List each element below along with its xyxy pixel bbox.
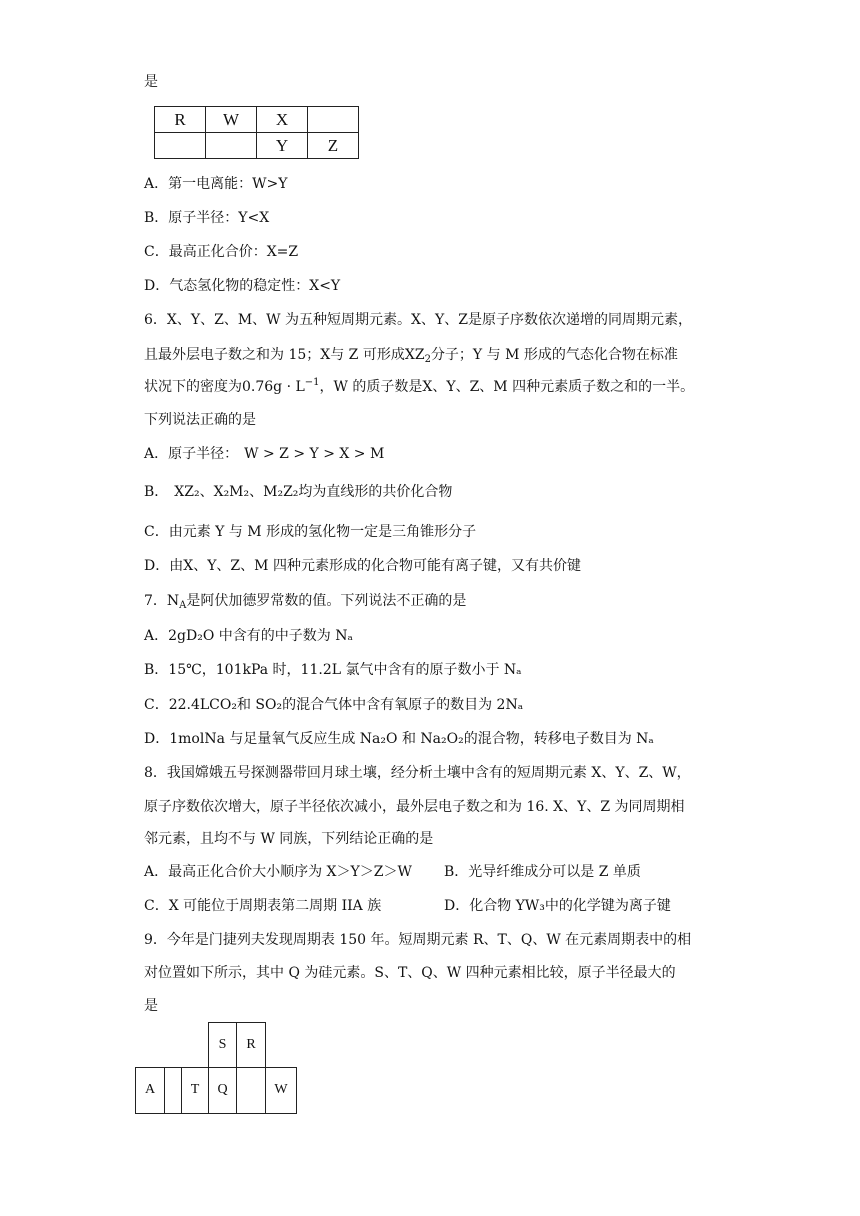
grid-cell: Y xyxy=(257,133,308,159)
q6-option-a: A．原子半径： W > Z > Y > X > M xyxy=(144,446,385,462)
q8-stem-line1: 8．我国嫦娥五号探测器带回月球土壤，经分析土壤中含有的短周期元素 X、Y、Z、W， xyxy=(144,765,691,781)
grid-cell: X xyxy=(257,107,308,133)
q5-option-b: B．原子半径：Y<X xyxy=(144,210,270,226)
pt-cell-w: W xyxy=(265,1067,297,1114)
formula: $XZ_2$ xyxy=(404,347,431,365)
q5-element-grid xyxy=(154,106,359,159)
q6-option-b: B． XZ₂、X₂M₂、M₂Z₂均为直线形的共价化合物 xyxy=(144,484,453,500)
grid-cell: R xyxy=(155,107,206,133)
pt-cell-r: R xyxy=(236,1022,266,1068)
q6-stem-line4: 下列说法正确的是 xyxy=(144,412,256,428)
grid-cell xyxy=(308,107,359,133)
pt-cell-t: T xyxy=(181,1067,209,1114)
pt-cell-empty xyxy=(164,1067,182,1114)
q7-option-d: D．1molNa 与足量氧气反应生成 Na₂O 和 Na₂O₂的混合物，转移电子数目为 Nₐ xyxy=(144,731,654,747)
q7-stem: 7．$N_A$是阿伏加德罗常数的值。下列说法不正确的是 xyxy=(144,593,467,611)
q5-option-a: A．第一电离能：W>Y xyxy=(144,176,288,192)
q6-stem-line3: 状况下的密度为$0.76g \cdot L^{-1}$，W 的质子数是X、Y、Z、M 四种元素质子数之和的一半。 xyxy=(144,377,695,395)
q5-option-c: C．最高正化合价：X=Z xyxy=(144,244,299,260)
pt-cell-s: S xyxy=(208,1022,237,1068)
density-value: $0.76g \cdot L^{-1}$ xyxy=(242,377,320,395)
pt-cell-empty xyxy=(236,1067,266,1114)
grid-cell xyxy=(155,133,206,159)
q8-option-b: B．光导纤维成分可以是 Z 单质 xyxy=(444,864,641,880)
q8-option-a: A．最高正化合价大小顺序为 X＞Y＞Z＞W xyxy=(144,864,412,880)
q6-option-d: D．由X、Y、Z、M 四种元素形成的化合物可能有离子键，又有共价键 xyxy=(144,558,581,574)
q8-option-d: D．化合物 YW₃中的化学键为离子键 xyxy=(444,898,671,914)
q6-stem-line2: 且最外层电子数之和为 15；X与 Z 可形成$XZ_2$分子；Y 与 M 形成的气态化合物在标准 xyxy=(144,347,678,365)
q5-tail: 是 xyxy=(144,74,158,90)
q7-option-b: B．15℃，101kPa 时，11.2L 氯气中含有的原子数小于 Nₐ xyxy=(144,662,522,678)
q6-option-c: C．由元素 Y 与 M 形成的氢化物一定是三角锥形分子 xyxy=(144,524,477,540)
pt-cell-q: Q xyxy=(208,1067,237,1114)
grid-cell xyxy=(206,133,257,159)
q5-option-d: D．气态氢化物的稳定性：X<Y xyxy=(144,278,341,294)
grid-cell: W xyxy=(206,107,257,133)
q9-stem-line3: 是 xyxy=(144,998,158,1014)
pt-cell-a: A xyxy=(135,1067,165,1114)
q6-stem-line1: 6．X、Y、Z、M、W 为五种短周期元素。X、Y、Z是原子序数依次递增的同周期元素， xyxy=(144,312,692,328)
q8-option-c: C．X 可能位于周期表第二周期 IIA 族 xyxy=(144,898,382,914)
q8-stem-line3: 邻元素，且均不与 W 同族，下列结论正确的是 xyxy=(144,831,434,847)
q8-stem-line2: 原子序数依次增大，原子半径依次减小，最外层电子数之和为 16. X、Y、Z 为同周期相 xyxy=(144,799,685,815)
q9-stem-line2: 对位置如下所示，其中 Q 为硅元素。S、T、Q、W 四种元素相比较，原子半径最大的 xyxy=(144,965,676,981)
grid-cell: Z xyxy=(308,133,359,159)
q9-stem-line1: 9．今年是门捷列夫发现周期表 150 年。短周期元素 R、T、Q、W 在元素周期表中的相 xyxy=(144,932,692,948)
q7-option-c: C．22.4LCO₂和 SO₂的混合气体中含有氧原子的数目为 2Nₐ xyxy=(144,697,524,713)
q7-option-a: A．2gD₂O 中含有的中子数为 Nₐ xyxy=(144,628,353,644)
